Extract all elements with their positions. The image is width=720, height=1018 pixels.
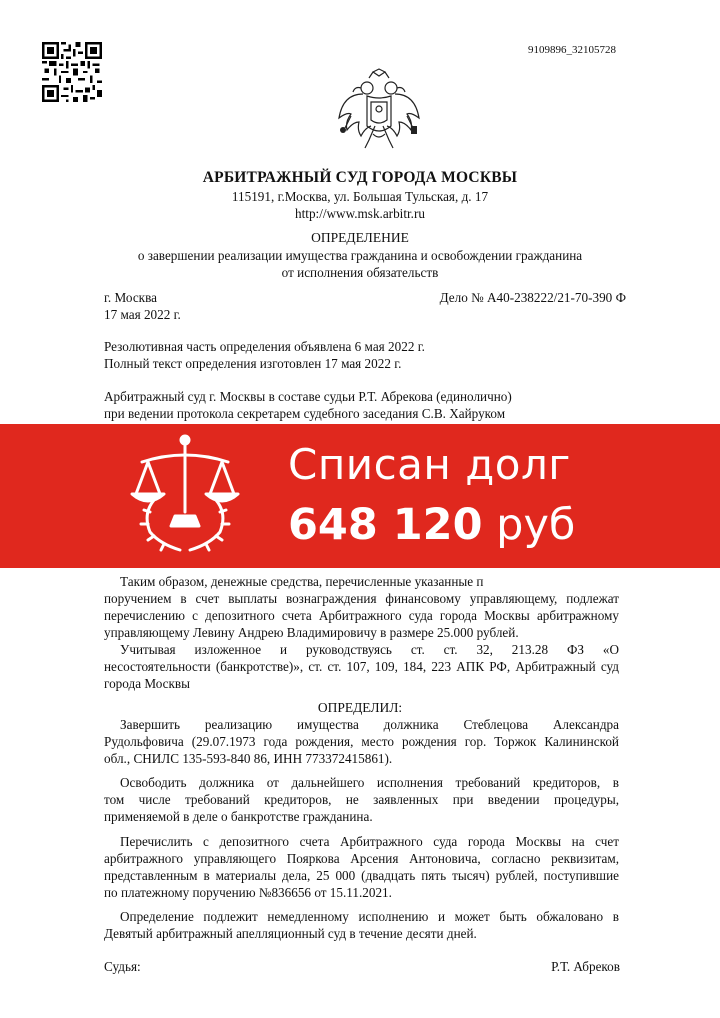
debt-amount: 648 120 (288, 500, 483, 550)
banner-amount (288, 500, 575, 550)
paragraph-line: Учитывая изложенное и руководствуясь ст. ст. 32, 213.28 ФЗ «О (120, 642, 619, 657)
paragraph-line: поручением в счет выплаты вознаграждения финансовому управляющему, подлежат (104, 591, 619, 606)
paragraph-line: Таким образом, денежные средства, перечисленные указанные п (120, 574, 484, 589)
document-type: ОПРЕДЕЛЕНИЕ (311, 230, 409, 245)
composition-line: Арбитражный суд г. Москвы в составе судьи Р.Т. Абрекова (единолично) (104, 389, 512, 404)
decision-line: Перечислить с депозитного счета Арбитражного суда города Москвы на счет (120, 834, 619, 849)
paragraph-line: города Москвы (104, 676, 191, 691)
qr-code-icon (42, 42, 102, 102)
decision-line: Девятый арбитражный апелляционный суд в течение десяти дней. (104, 926, 477, 941)
decision-line: арбитражного управляющего Пояркова Арсения Антоновича, согласно реквизитам, (104, 851, 619, 866)
paragraph-line: перечислению с депозитного счета Арбитражного суда города Москвы арбитражному (104, 608, 619, 623)
scales-of-justice-icon (120, 432, 250, 558)
banner-headline: Списан долг (288, 440, 571, 489)
decision-line: обл., СНИЛС 135-593-840 86, ИНН 773372415861). (104, 751, 393, 766)
announced-date: Резолютивная часть определения объявлена 6 мая 2022 г. (104, 339, 425, 354)
decision-line: применяемой в деле о банкротстве гражданина. (104, 809, 373, 824)
case-number: Дело № А40-238222/21-70-390 Ф (439, 290, 626, 305)
decision-line: Освободить должника от дальнейшего исполнения требований кредиторов, в (120, 775, 619, 790)
decision-line: Рудольфовича (29.07.1973 года рождения, место рождения гор. Торжок Калининской (104, 734, 619, 749)
decision-line: Определение подлежит немедленному исполнению и может быть обжаловано в (120, 909, 619, 924)
document-date: 17 мая 2022 г. (104, 307, 181, 322)
full-text-date: Полный текст определения изготовлен 17 мая 2022 г. (104, 356, 402, 371)
document-id: 9109896_32105728 (528, 44, 616, 56)
judge-label: Судья: (104, 959, 141, 974)
judge-name: Р.Т. Абреков (551, 959, 620, 974)
document-subject-line-1: о завершении реализации имущества гражданина и освобождении гражданина (137, 248, 583, 263)
decided-heading: ОПРЕДЕЛИЛ: (317, 700, 403, 715)
coat-of-arms-icon (337, 68, 421, 158)
court-name: АРБИТРАЖНЫЙ СУД ГОРОДА МОСКВЫ (202, 169, 518, 186)
court-website[interactable]: http://www.msk.arbitr.ru (295, 206, 425, 221)
paragraph-line: несостоятельности (банкротстве)», ст. ст. 107, 109, 184, 223 АПК РФ, Арбитражный суд (104, 659, 619, 674)
decision-line: по платежному поручению №836656 от 15.11.2021. (104, 885, 392, 900)
decision-line: том числе требований кредиторов, не заявленных при введении процедуры, (104, 792, 619, 807)
decision-line: представленным в материалы дела, 25 000 (двадцать пять тысяч) рублей, поступившие (104, 868, 619, 883)
paragraph-line: управляющему Левину Андрею Владимировичу в размере 25.000 рублей. (104, 625, 519, 640)
city: г. Москва (104, 290, 157, 305)
currency: руб (496, 500, 576, 550)
composition-line: при ведении протокола секретарем судебного заседания С.В. Хайруком (104, 406, 506, 421)
document-subject-line-2: от исполнения обязательств (281, 265, 439, 280)
decision-line: Завершить реализацию имущества должника Стеблецова Александра (120, 717, 619, 732)
court-address: 115191, г.Москва, ул. Большая Тульская, д. 17 (231, 189, 489, 204)
